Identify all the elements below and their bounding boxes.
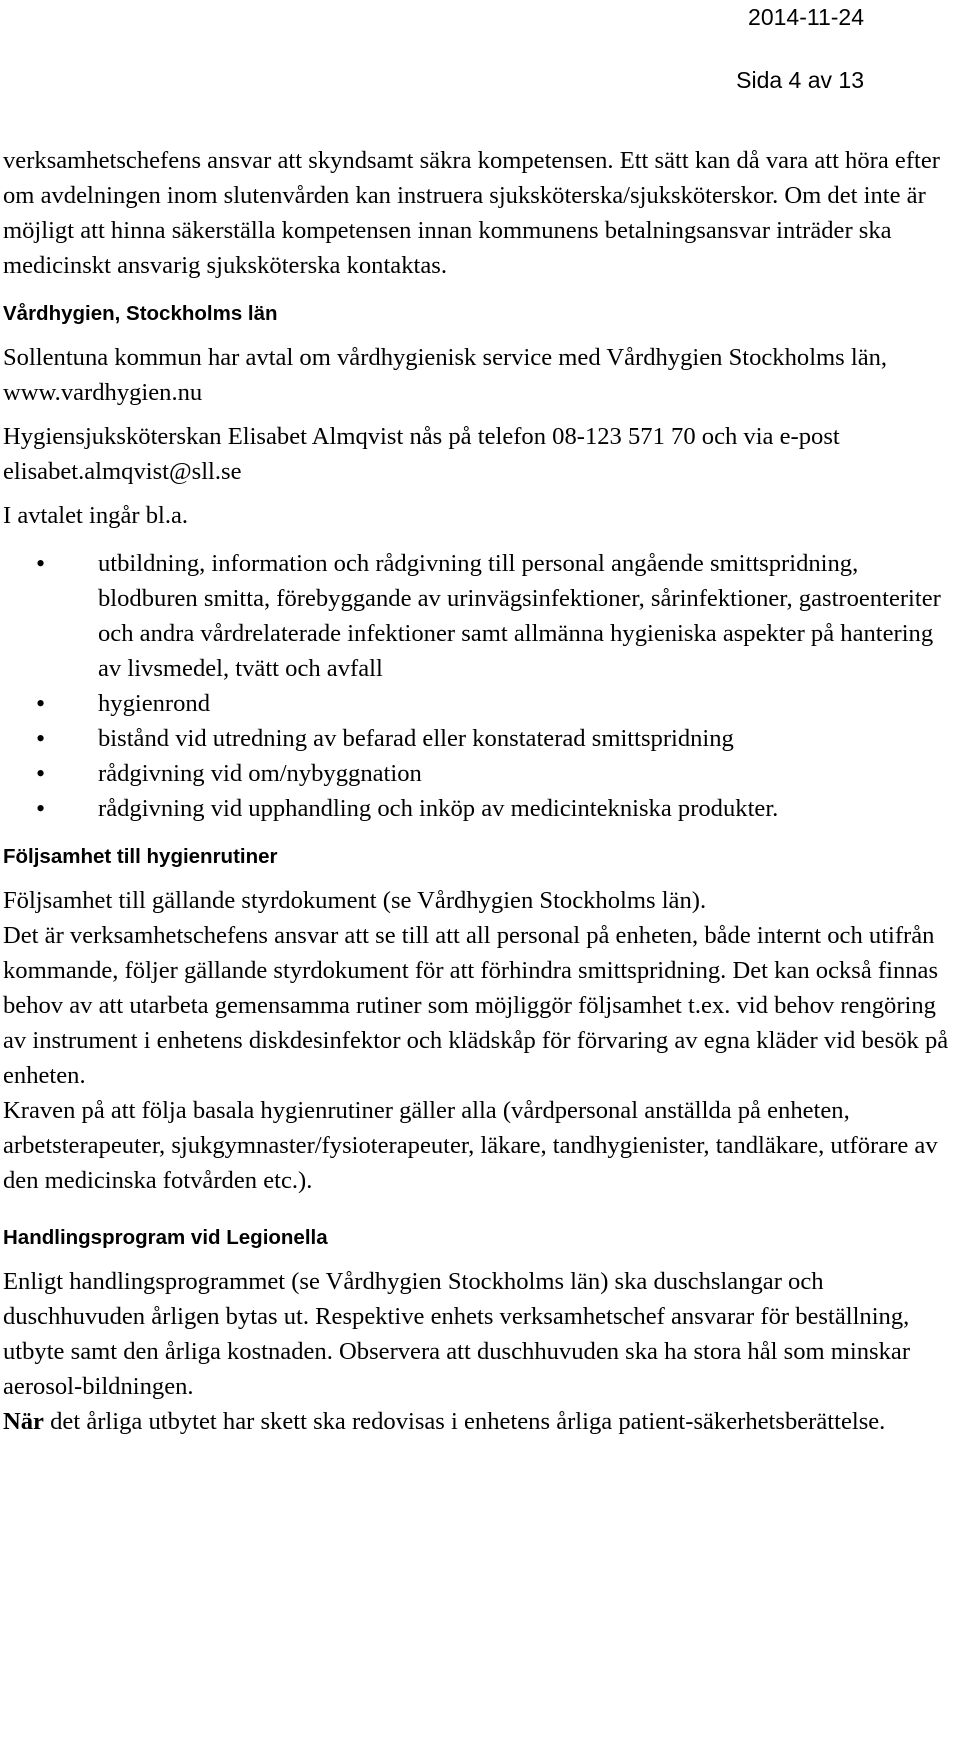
intro-paragraph: verksamhetschefens ansvar att skyndsamt säkra kompetensen. Ett sätt kan då vara att höra efter om avdelningen inom slutenvården kan instruera sjuksköterska/sjuksköterskor. Om det inte är möjligt att hinna säkerställa kompetensen innan kommunens betalningsansvar inträder ska medicinskt ansvarig sjuksköterska kontaktas. — [3, 147, 940, 279]
service-list — [3, 546, 955, 826]
list-item: • rådgivning vid upphandling och inköp av medicintekniska produkter. — [3, 791, 955, 826]
heading-legionella: Handlingsprogram vid Legionella — [3, 1226, 328, 1249]
heading-foljsamhet: Följsamhet till hygienrutiner — [3, 845, 278, 868]
list-item: • rådgivning vid om/nybyggnation — [3, 756, 955, 791]
document-body — [3, 143, 955, 1439]
list-item: • bistånd vid utredning av befarad eller konstaterad smittspridning — [3, 721, 955, 756]
vardhygien-paragraph-agreement: Sollentuna kommun har avtal om vårdhygienisk service med Vårdhygien Stockholms län, www.vardhygien.nu — [3, 344, 888, 406]
legionella-paragraph-1: Enligt handlingsprogrammet (se Vårdhygien Stockholms län) ska duschslangar och duschhuvuden årligen bytas ut. Respektive enhets verksamhetschef ansvarar för beställning, utbyte samt den årliga kostnaden. Observera att duschhuvuden ska ha stora hål som minskar aerosol-bildningen. — [3, 1268, 911, 1400]
foljsamhet-paragraph-3: Kraven på att följa basala hygienrutiner gäller alla (vårdpersonal anställda på enheten, arbetsterapeuter, sjukgymnaster/fysioterapeuter, läkare, tandhygienister, tandläkare, utförare av den medicinska fotvården etc.). — [3, 1097, 938, 1194]
legionella-paragraph-2 — [3, 1404, 955, 1439]
header-page-number: Sida 4 av 13 — [736, 67, 864, 93]
foljsamhet-paragraph-1: Följsamhet till gällande styrdokument (se Vårdhygien Stockholms län). — [3, 887, 707, 914]
vardhygien-paragraph-contact: Hygiensjuksköterskan Elisabet Almqvist nås på telefon 08-123 571 70 och via e-post elisabet.almqvist@sll.se — [3, 423, 840, 485]
list-item: • utbildning, information och rådgivning till personal angående smittspridning, blodburen smitta, förebyggande av urinvägsinfektioner, sårinfektioner, gastroenteriter och andra vårdrelaterade infektioner samt allmänna hygieniska aspekter på hantering av livsmedel, tvätt och avfall — [3, 546, 955, 686]
list-item: • hygienrond — [3, 686, 955, 721]
bold-word-nar: När — [3, 1408, 44, 1435]
foljsamhet-paragraph-2: Det är verksamhetschefens ansvar att se till att all personal på enheten, både internt och utifrån kommande, följer gällande styrdokument för att förhindra smittspridning. Det kan också finnas behov av att utarbeta gemensamma rutiner som möjliggör följsamhet t.ex. vid behov rengöring av instrument i enhetens diskdesinfektor och klädskåp för förvaring av egna kläder vid besök på enheten. — [3, 922, 949, 1089]
legionella-paragraph-2-text: det årliga utbytet har skett ska redovisas i enhetens årliga patient-säkerhetsberättelse. — [43, 1408, 886, 1435]
heading-vardhygien: Vårdhygien, Stockholms län — [3, 302, 278, 325]
vardhygien-paragraph-includes: I avtalet ingår bl.a. — [3, 502, 189, 529]
header-date: 2014-11-24 — [748, 4, 864, 30]
